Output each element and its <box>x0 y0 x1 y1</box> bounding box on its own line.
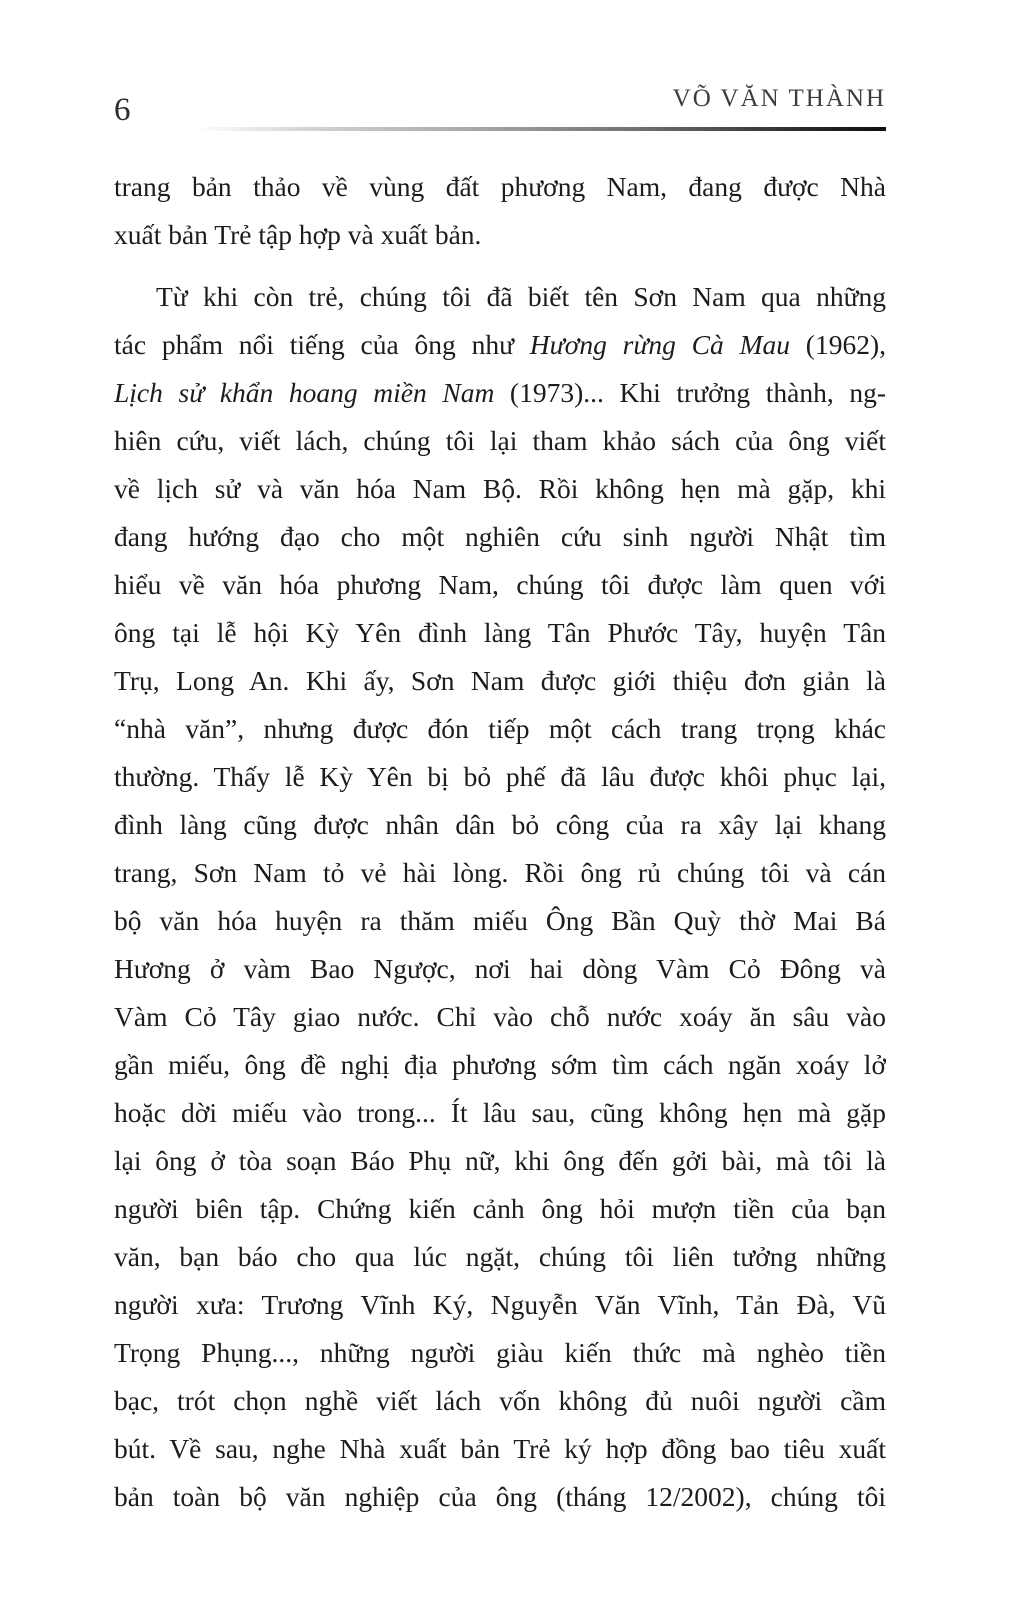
text-line <box>114 849 886 897</box>
text-line <box>114 163 886 211</box>
text-segment: hoặc dời miếu vào trong... Ít lâu sau, cũng không hẹn mà gặp <box>114 1097 886 1128</box>
text-line <box>114 1185 886 1233</box>
text-segment: văn, bạn báo cho qua lúc ngặt, chúng tôi liên tưởng những <box>114 1241 886 1272</box>
text-segment: đình làng cũng được nhân dân bỏ công của ra xây lại khang <box>114 809 886 840</box>
paragraph <box>114 163 886 259</box>
text-segment: thường. Thấy lễ Kỳ Yên bị bỏ phế đã lâu được khôi phục lại, <box>114 761 886 792</box>
text-segment: hiên cứu, viết lách, chúng tôi lại tham khảo sách của ông viết <box>114 425 886 456</box>
text-segment: hiểu về văn hóa phương Nam, chúng tôi được làm quen với <box>114 569 886 600</box>
text-line <box>114 1137 886 1185</box>
text-segment: bạc, trót chọn nghề viết lách vốn không đủ nuôi người cầm <box>114 1385 886 1416</box>
text-segment: Trọng Phụng..., những người giàu kiến thức mà nghèo tiền <box>114 1337 886 1368</box>
text-line <box>114 1425 886 1473</box>
text-segment: đang hướng đạo cho một nghiên cứu sinh người Nhật tìm <box>114 521 886 552</box>
page-number: 6 <box>114 92 131 128</box>
text-segment: Vàm Cỏ Tây giao nước. Chỉ vào chỗ nước xoáy ăn sâu vào <box>114 1001 886 1032</box>
text-segment: người xưa: Trương Vĩnh Ký, Nguyễn Văn Vĩnh, Tản Đà, Vũ <box>114 1289 886 1320</box>
text-line <box>114 945 886 993</box>
text-segment: (1962), <box>789 329 886 360</box>
text-line <box>114 321 886 369</box>
text-line <box>114 993 886 1041</box>
text-line <box>114 705 886 753</box>
text-line <box>114 801 886 849</box>
text-line <box>114 465 886 513</box>
text-segment: Lịch sử khẩn hoang miền Nam <box>114 377 495 408</box>
text-line <box>114 369 886 417</box>
text-segment: tác phẩm nổi tiếng của ông như <box>114 329 530 360</box>
text-line <box>114 211 886 259</box>
text-segment: gần miếu, ông đề nghị địa phương sớm tìm cách ngăn xoáy lở <box>114 1049 886 1080</box>
text-segment: Hương ở vàm Bao Ngược, nơi hai dòng Vàm Cỏ Đông và <box>114 953 886 984</box>
text-line <box>114 1233 886 1281</box>
text-segment: bản toàn bộ văn nghiệp của ông (tháng 12/2002), chúng tôi <box>114 1481 886 1512</box>
text-line <box>114 609 886 657</box>
text-line <box>114 513 886 561</box>
text-segment: bộ văn hóa huyện ra thăm miếu Ông Bần Quỳ thờ Mai Bá <box>114 905 886 936</box>
text-line <box>114 753 886 801</box>
text-line <box>114 273 886 321</box>
text-line <box>114 1473 886 1521</box>
text-segment: Hương rừng Cà Mau <box>529 329 790 360</box>
text-segment: “nhà văn”, nhưng được đón tiếp một cách trang trọng khác <box>114 713 886 744</box>
text-line <box>114 561 886 609</box>
text-segment: ông tại lễ hội Kỳ Yên đình làng Tân Phước Tây, huyện Tân <box>114 617 886 648</box>
header-rule <box>196 127 886 131</box>
text-line <box>114 1041 886 1089</box>
text-line <box>114 1281 886 1329</box>
text-segment: bút. Về sau, nghe Nhà xuất bản Trẻ ký hợp đồng bao tiêu xuất <box>114 1433 886 1464</box>
text-segment: lại ông ở tòa soạn Báo Phụ nữ, khi ông đến gởi bài, mà tôi là <box>114 1145 886 1176</box>
text-segment: Từ khi còn trẻ, chúng tôi đã biết tên Sơn Nam qua những <box>156 281 886 312</box>
text-segment: trang bản thảo về vùng đất phương Nam, đang được Nhà <box>114 171 886 202</box>
text-segment: Trụ, Long An. Khi ấy, Sơn Nam được giới thiệu đơn giản là <box>114 665 886 696</box>
text-line <box>114 417 886 465</box>
paragraph <box>114 273 886 1521</box>
text-line <box>114 897 886 945</box>
text-segment: xuất bản Trẻ tập hợp và xuất bản. <box>114 219 482 250</box>
text-line <box>114 1089 886 1137</box>
text-segment: (1973)... Khi trưởng thành, ng- <box>494 377 886 408</box>
text-line <box>114 1377 886 1425</box>
text-segment: trang, Sơn Nam tỏ vẻ hài lòng. Rồi ông rủ chúng tôi và cán <box>114 857 886 888</box>
text-segment: về lịch sử và văn hóa Nam Bộ. Rồi không hẹn mà gặp, khi <box>114 473 886 504</box>
running-head-author: VÕ VĂN THÀNH <box>672 85 886 112</box>
page-body <box>114 163 886 1521</box>
text-segment: người biên tập. Chứng kiến cảnh ông hỏi mượn tiền của bạn <box>114 1193 886 1224</box>
text-line <box>114 1329 886 1377</box>
text-line <box>114 657 886 705</box>
